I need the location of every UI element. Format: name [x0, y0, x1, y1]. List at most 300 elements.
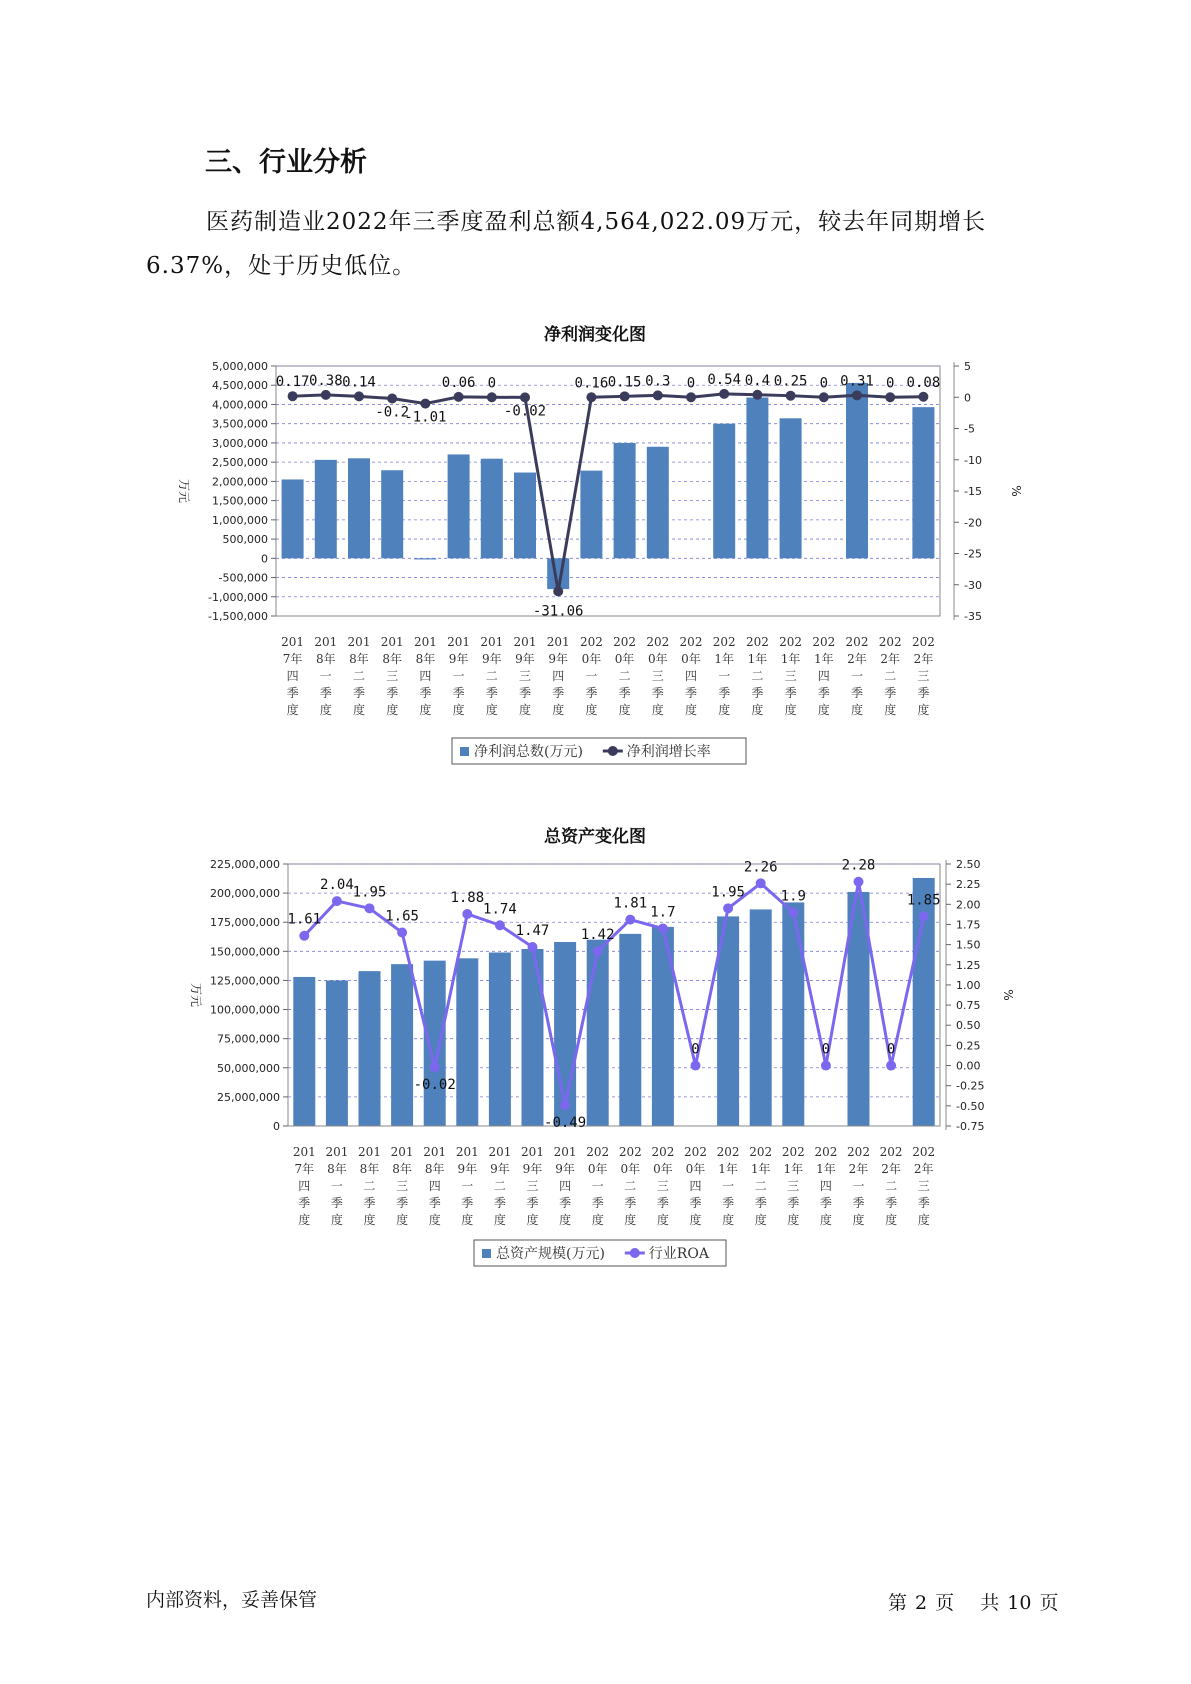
category-label-line: 9年 [457, 1162, 478, 1176]
category-label-line: 度 [751, 703, 764, 717]
y2-tick-label: 1.00 [956, 978, 981, 992]
category-label-line: 度 [526, 1213, 539, 1227]
category-label-line: 9年 [522, 1162, 543, 1176]
category-label [749, 1145, 772, 1227]
category-label-line: 一 [319, 669, 332, 683]
category-label-line: 8年 [424, 1162, 445, 1176]
y-tick-label: 2,500,000 [212, 456, 268, 470]
category-label [514, 635, 537, 717]
category-label [447, 635, 470, 717]
category-label-line: 二 [363, 1179, 376, 1193]
y2-tick-label: 2.00 [956, 898, 981, 912]
y2-tick-label: -0.75 [956, 1120, 985, 1133]
bar [522, 949, 544, 1126]
category-label-line: 201 [413, 635, 437, 649]
bar [315, 460, 337, 558]
series-marker [560, 1100, 570, 1110]
y-tick-label: 2,000,000 [212, 475, 268, 489]
y-tick-label: -1,000,000 [208, 590, 268, 604]
y-tick-label: 50,000,000 [217, 1061, 280, 1075]
bar [846, 383, 868, 558]
category-label-line: 季 [722, 1196, 735, 1210]
category-label-line: 度 [352, 703, 366, 717]
data-label: 1.47 [515, 923, 550, 940]
y2-tick-label: -0.25 [956, 1079, 985, 1093]
category-label-line: 0年 [647, 652, 668, 666]
category-label-line: 季 [917, 686, 930, 700]
category-label-line: 季 [526, 1196, 539, 1210]
bar [448, 454, 470, 558]
category-label-line: 二 [885, 1179, 898, 1193]
y2-tick-label: 0.25 [956, 1039, 981, 1053]
category-label-line: 季 [330, 1196, 343, 1210]
category-label [912, 635, 935, 717]
bar [713, 424, 735, 559]
category-label-line: 一 [461, 1179, 474, 1193]
data-label: 1.95 [711, 884, 745, 901]
category-label-line: 三 [917, 1179, 930, 1193]
data-label: -0.49 [544, 1115, 587, 1132]
category-label-line: 201 [390, 1145, 414, 1159]
series-marker [918, 392, 928, 402]
y2-tick-label: 2.50 [956, 858, 981, 871]
category-label-line: 202 [812, 635, 836, 649]
category-label-line: 8年 [382, 652, 403, 666]
category-label [391, 1145, 414, 1227]
category-label-line: 一 [850, 669, 864, 683]
series-marker [553, 586, 563, 596]
category-label-line: 1年 [813, 652, 834, 666]
category-label-line: 202 [749, 1145, 773, 1159]
y-tick-label: -1,500,000 [208, 610, 268, 623]
category-label [480, 635, 503, 717]
category-label [779, 635, 802, 717]
y2-tick-label: -0.50 [956, 1099, 985, 1113]
category-label [746, 635, 769, 717]
series-marker [397, 928, 407, 938]
category-label-line: 一 [591, 1179, 604, 1193]
bar [750, 909, 772, 1126]
category-label-line: 0年 [653, 1162, 673, 1176]
category-label-line: 度 [819, 1213, 832, 1227]
category-label-line: 二 [624, 1179, 637, 1193]
category-label [547, 635, 570, 717]
category-label [554, 1145, 577, 1227]
data-label: 0.31 [840, 373, 874, 390]
category-label-line: 季 [452, 686, 465, 700]
category-label-line: 三 [784, 669, 797, 683]
legend-line-label: 行业ROA [648, 1246, 709, 1262]
category-label-line: 四 [819, 1179, 832, 1193]
category-label-line: 202 [814, 1145, 838, 1159]
category-label-line: 季 [585, 686, 598, 700]
page-total: 10 [1007, 1592, 1032, 1614]
category-label-line: 季 [461, 1196, 474, 1210]
bar [414, 558, 436, 559]
y-tick-label: 150,000,000 [210, 945, 280, 959]
y-tick-label: 5,000,000 [212, 360, 268, 373]
category-label-line: 201 [347, 635, 371, 649]
category-label-line: 季 [319, 686, 332, 700]
category-label-line: 202 [684, 1145, 707, 1159]
legend-bar-swatch [482, 1249, 491, 1258]
category-label-line: 9年 [515, 652, 535, 666]
data-label: 0.3 [645, 373, 671, 390]
category-label-line: 季 [552, 686, 565, 700]
category-label-line: 三 [386, 669, 399, 683]
category-label-line: 季 [518, 686, 532, 700]
category-label-line: 度 [585, 703, 598, 717]
series-marker [719, 389, 729, 399]
category-label-line: 0年 [620, 1162, 641, 1176]
category-label-line: 季 [656, 1196, 669, 1210]
series-marker [495, 920, 505, 930]
category-label-line: 季 [386, 686, 399, 700]
category-label-line: 一 [722, 1179, 735, 1193]
category-label-line: 季 [754, 1196, 767, 1210]
category-label-line: 四 [419, 669, 432, 683]
category-label-line: 季 [784, 686, 797, 700]
category-label-line: 9年 [555, 1162, 575, 1176]
category-label [717, 1145, 740, 1227]
category-label-line: 7年 [294, 1162, 315, 1176]
category-label-line: 201 [521, 1145, 544, 1159]
bar [580, 471, 602, 559]
category-label-line: 7年 [282, 652, 303, 666]
y2-tick-label: -35 [964, 610, 982, 623]
y2-tick-label: -15 [964, 485, 982, 498]
y-tick-label: 500,000 [222, 533, 268, 547]
category-label-line: 三 [651, 669, 664, 683]
series-marker [821, 1061, 831, 1071]
category-label [586, 1145, 609, 1227]
bar [780, 418, 802, 558]
category-label-line: 2年 [913, 1162, 934, 1176]
category-label-line: 1年 [747, 652, 768, 666]
category-label [684, 1145, 707, 1227]
bar [326, 980, 348, 1126]
data-label: 1.42 [580, 927, 615, 944]
category-label-line: 9年 [548, 652, 569, 666]
y-axis-label: 万元 [189, 982, 203, 1008]
category-label-line: 度 [428, 1213, 441, 1227]
series-marker [658, 923, 668, 933]
category-label-line: 度 [552, 703, 565, 717]
y2-tick-label: 5 [964, 360, 971, 373]
data-label: 0.25 [773, 373, 808, 390]
category-label-line: 度 [885, 1213, 898, 1227]
category-label-line: 二 [884, 669, 897, 683]
category-label-line: 度 [784, 703, 797, 717]
category-label-line: 202 [781, 1145, 805, 1159]
category-label-line: 季 [689, 1196, 702, 1210]
category-label-line: 季 [428, 1196, 441, 1210]
category-label [381, 635, 404, 717]
confidential-note: 内部资料，妥善保管 [146, 1589, 318, 1611]
y2-tick-label: -5 [964, 422, 975, 436]
series-marker [653, 390, 663, 400]
bar [587, 940, 609, 1126]
category-label-line: 0年 [681, 652, 701, 666]
series-marker [620, 391, 630, 401]
data-label: 1.74 [483, 901, 517, 918]
category-label-line: 度 [286, 703, 299, 717]
data-label: 0.08 [906, 374, 941, 391]
category-label-line: 2年 [848, 1162, 869, 1176]
category-label [281, 635, 304, 717]
total-prefix: 共 [980, 1592, 1000, 1614]
data-label: 1.81 [613, 895, 648, 912]
y-tick-label: 125,000,000 [210, 974, 280, 988]
y-tick-label: -500,000 [218, 571, 268, 585]
data-label: 1.61 [287, 911, 322, 928]
series-marker [462, 909, 472, 919]
category-label [619, 1145, 642, 1227]
category-label-line: 度 [518, 703, 532, 717]
y-tick-label: 3,500,000 [212, 417, 268, 431]
category-label-line: 度 [452, 703, 465, 717]
y2-tick-label: 0.75 [956, 999, 981, 1013]
category-label-line: 2年 [913, 652, 934, 666]
category-label-line: 三 [518, 669, 532, 683]
series-marker [593, 946, 603, 956]
category-label-line: 季 [559, 1196, 572, 1210]
data-label: -31.06 [532, 603, 584, 620]
category-label-line: 三 [396, 1179, 409, 1193]
series-marker [365, 903, 375, 913]
category-label-line: 度 [722, 1213, 735, 1227]
data-label: 0 [691, 1041, 700, 1058]
y2-tick-label: -25 [964, 547, 982, 561]
category-label [847, 1145, 870, 1227]
category-label-line: 季 [298, 1196, 311, 1210]
series-marker [919, 911, 929, 921]
series-marker [387, 394, 397, 404]
category-label-line: 8年 [359, 1162, 380, 1176]
bar [359, 971, 381, 1126]
series-marker [586, 392, 596, 402]
category-label-line: 202 [878, 635, 902, 649]
category-label-line: 四 [559, 1179, 572, 1193]
category-label-line: 三 [526, 1179, 539, 1193]
category-label [414, 635, 437, 717]
category-label [613, 635, 636, 717]
category-label-line: 202 [716, 1145, 740, 1159]
category-label-line: 201 [423, 1145, 447, 1159]
legend-line-label: 净利润增长率 [626, 744, 711, 760]
y2-tick-label: 2.25 [956, 878, 981, 892]
page-unit: 页 [935, 1592, 955, 1614]
bar [489, 952, 511, 1126]
category-label-line: 三 [787, 1179, 800, 1193]
category-label-line: 202 [912, 1145, 936, 1159]
category-label-line: 202 [579, 635, 603, 649]
category-label [646, 635, 669, 717]
data-label: 1.88 [450, 889, 485, 906]
chart-title: 总资产变化图 [544, 827, 646, 847]
category-label-line: 9年 [481, 652, 502, 666]
category-label-line: 0年 [581, 652, 602, 666]
data-label: 0.06 [441, 374, 476, 391]
category-label-line: 度 [787, 1213, 800, 1227]
category-label-line: 一 [585, 669, 598, 683]
category-label-line: 度 [396, 1213, 409, 1227]
data-label: 0.16 [574, 375, 609, 392]
category-label-line: 度 [419, 703, 432, 717]
category-label [846, 635, 869, 717]
y2-tick-label: 1.25 [956, 958, 981, 972]
category-label-line: 8年 [415, 652, 436, 666]
category-label-line: 二 [485, 669, 498, 683]
category-label-line: 二 [493, 1179, 506, 1193]
category-label-line: 四 [817, 669, 830, 683]
series-marker [625, 915, 635, 925]
chart-svg [0, 318, 1191, 788]
data-label: 0 [819, 375, 829, 392]
data-label: 0.14 [342, 374, 376, 391]
category-label-line: 2年 [847, 652, 867, 666]
bar [647, 447, 669, 559]
category-label-line: 度 [330, 1213, 343, 1227]
series-marker [288, 391, 298, 401]
category-label-line: 度 [618, 703, 631, 717]
category-label-line: 202 [613, 635, 637, 649]
data-label: 1.7 [650, 904, 676, 921]
bar [782, 902, 804, 1126]
category-label-line: 度 [651, 703, 664, 717]
category-label [912, 1145, 935, 1227]
category-label-line: 201 [314, 635, 338, 649]
category-label-line: 度 [624, 1213, 637, 1227]
category-label-line: 季 [817, 686, 830, 700]
category-label-line: 一 [718, 669, 731, 683]
category-label-line: 201 [325, 1145, 349, 1159]
y-tick-label: 1,500,000 [212, 494, 268, 508]
y-tick-label: 200,000,000 [210, 887, 280, 901]
plot-frame [276, 366, 940, 616]
category-label [713, 635, 736, 717]
y2-tick-label: 1.50 [956, 938, 981, 952]
category-label-line: 1年 [714, 652, 735, 666]
bar [424, 961, 446, 1126]
category-label-line: 度 [689, 1213, 702, 1227]
category-label-line: 202 [745, 635, 769, 649]
category-label-line: 四 [428, 1179, 441, 1193]
category-label-line: 一 [330, 1179, 343, 1193]
y2-tick-label: 0.00 [956, 1059, 981, 1073]
series-marker [852, 390, 862, 400]
category-label-line: 度 [718, 703, 731, 717]
category-label-line: 四 [552, 669, 565, 683]
category-label-line: 0年 [614, 652, 635, 666]
category-label-line: 0年 [685, 1162, 706, 1176]
category-label-line: 季 [884, 686, 897, 700]
series-marker [454, 392, 464, 402]
data-label: 1.85 [906, 892, 941, 909]
category-label-line: 季 [852, 1196, 865, 1210]
bar [514, 473, 536, 559]
y-tick-label: 0 [261, 552, 268, 566]
category-label-line: 1年 [780, 652, 801, 666]
y2-tick-label: -10 [964, 453, 982, 467]
category-label-line: 202 [911, 635, 935, 649]
category-label-line: 202 [712, 635, 736, 649]
category-label-line: 季 [419, 686, 432, 700]
bar [391, 964, 413, 1126]
category-label-line: 季 [651, 686, 664, 700]
data-label: 0 [821, 1041, 831, 1058]
series-marker [854, 877, 864, 887]
legend-bar-label: 总资产规模(万元) [496, 1246, 605, 1262]
y-tick-label: 175,000,000 [210, 916, 280, 930]
category-label-line: 201 [488, 1145, 512, 1159]
category-label-line: 三 [917, 669, 930, 683]
category-label-line: 1年 [750, 1162, 771, 1176]
category-label-line: 201 [553, 1145, 577, 1159]
series-marker [788, 907, 798, 917]
category-label-line: 四 [684, 669, 698, 683]
y2-tick-label: 0.50 [956, 1019, 981, 1033]
category-label-line: 四 [286, 669, 299, 683]
data-label: 2.26 [743, 859, 778, 876]
category-label-line: 度 [591, 1213, 604, 1227]
bar [481, 459, 503, 559]
category-label-line: 8年 [315, 652, 336, 666]
y2-tick-label: -30 [964, 578, 982, 592]
category-label-line: 0年 [587, 1162, 608, 1176]
series-marker [723, 903, 733, 913]
data-label: 0.38 [308, 372, 343, 389]
category-label-line: 度 [485, 703, 498, 717]
category-label-line: 季 [286, 686, 299, 700]
chart-title: 净利润变化图 [544, 325, 646, 345]
series-marker [332, 896, 342, 906]
summary-paragraph: 医药制造业2022年三季度盈利总额4,564,022.09万元，较去年同期增长6.37%，处于历史低位。 [146, 209, 987, 279]
category-label-line: 二 [352, 669, 366, 683]
page-number [884, 1588, 1062, 1615]
category-label-line: 季 [819, 1196, 832, 1210]
category-label-line: 二 [754, 1179, 767, 1193]
category-label-line: 201 [480, 635, 504, 649]
data-label: 1.95 [352, 884, 387, 901]
category-label-line: 四 [298, 1179, 311, 1193]
category-label-line: 季 [850, 686, 864, 700]
category-label-line: 202 [618, 1145, 642, 1159]
y2-axis-label: % [1009, 485, 1023, 497]
category-label-line: 201 [292, 1145, 316, 1159]
category-label-line: 度 [319, 703, 332, 717]
category-label-line: 202 [879, 1145, 903, 1159]
category-label-line: 201 [513, 635, 537, 649]
category-label-line: 2年 [880, 652, 901, 666]
category-label-line: 度 [363, 1213, 376, 1227]
category-label-line: 季 [885, 1196, 898, 1210]
bar [293, 977, 315, 1126]
category-label [651, 1145, 674, 1227]
category-label-line: 二 [751, 669, 764, 683]
category-label-line: 度 [754, 1213, 767, 1227]
category-label-line: 201 [380, 635, 404, 649]
category-label-line: 季 [485, 686, 498, 700]
category-label-line: 季 [718, 686, 731, 700]
bar [614, 443, 636, 558]
series-marker [354, 391, 364, 401]
chart-svg [0, 820, 1191, 1270]
category-label-line: 季 [684, 686, 698, 700]
category-label [293, 1145, 316, 1227]
category-label [680, 635, 703, 717]
data-label: 0 [487, 375, 497, 392]
